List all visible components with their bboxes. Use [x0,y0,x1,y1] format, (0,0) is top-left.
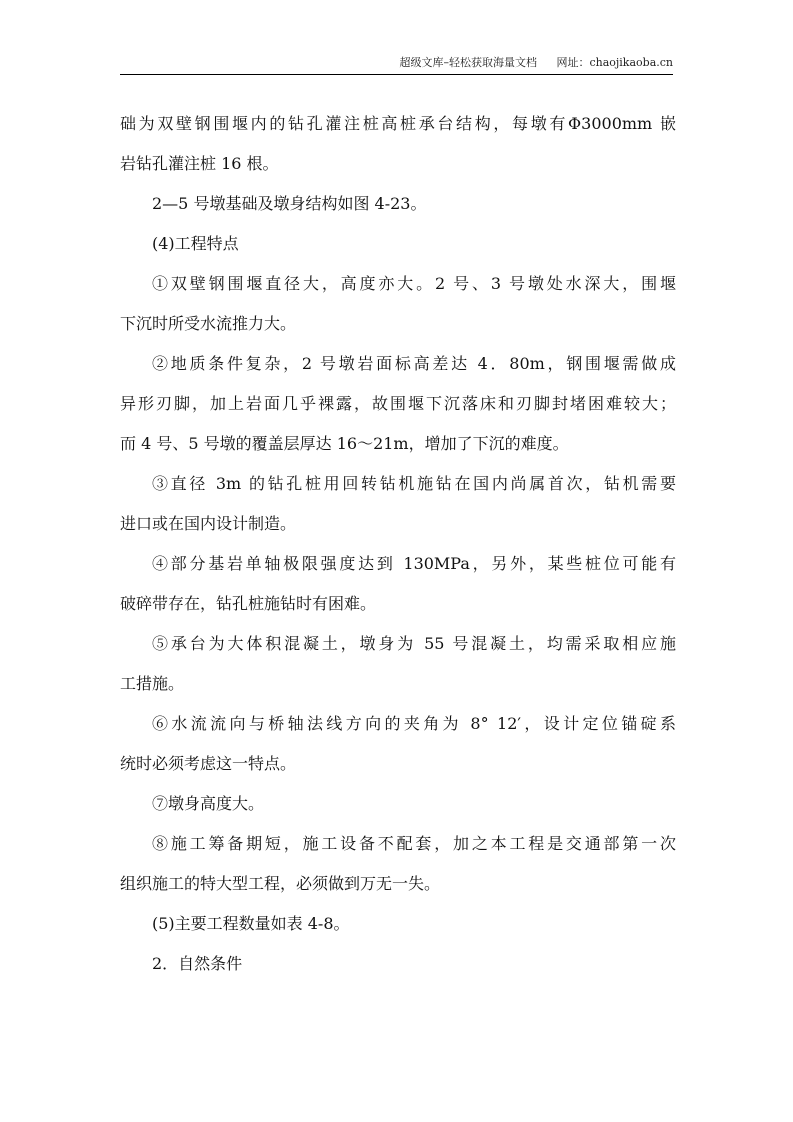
section-heading: 2．自然条件 [152,954,243,973]
page-header [120,54,673,75]
section-heading: (4)工程特点 [152,234,239,253]
text-line: ⑤承台为大体积混凝土，墩身为 55 号混凝土，均需采取相应施 [152,634,676,653]
text-line: ③直径 3m 的钻孔桩用回转钻机施钻在国内尚属首次，钻机需要 [152,474,676,493]
text-line: 2—5 号墩基础及墩身结构如图 4-23。 [152,194,427,213]
text-line: ⑧施工筹备期短，施工设备不配套，加之本工程是交通部第一次 [152,834,676,853]
text-line: 统时必须考虑这一特点。 [120,754,297,773]
text-line: 础为双壁钢围堰内的钻孔灌注桩高桩承台结构，每墩有Φ3000mm 嵌 [120,114,676,133]
text-line: ⑦墩身高度大。 [152,794,265,813]
text-line: ④部分基岩单轴极限强度达到 130MPa，另外，某些桩位可能有 [152,554,676,573]
section-heading: (5)主要工程数量如表 4-8。 [152,914,350,933]
text-line: 进口或在国内设计制造。 [120,514,297,533]
text-line: 组织施工的特大型工程，必须做到万无一失。 [120,874,441,893]
text-line: ⑥水流流向与桥轴法线方向的夹角为 8° 12′，设计定位锚碇系 [152,714,676,733]
text-line: 破碎带存在，钻孔桩施钻时有困难。 [120,594,377,613]
header-site-name: 超级文库–轻松获取海量文档 [399,56,537,69]
text-line: 岩钻孔灌注桩 16 根。 [120,154,279,173]
text-line: ①双壁钢围堰直径大，高度亦大。2 号、3 号墩处水深大，围堰 [152,274,676,293]
page-header-text [399,56,673,70]
header-url: 网址：chaojikaoba.cn [556,56,673,69]
document-body [120,104,676,984]
text-line: 而 4 号、5 号墩的覆盖层厚达 16～21m，增加了下沉的难度。 [120,434,569,453]
text-line: 下沉时所受水流推力大。 [120,314,297,333]
text-line: 工措施。 [120,674,185,693]
text-line: ②地质条件复杂，2 号墩岩面标高差达 4．80m，钢围堰需做成 [152,354,676,373]
text-line: 异形刃脚，加上岩面几乎裸露，故围堰下沉落床和刃脚封堵困难较大； [120,394,676,413]
